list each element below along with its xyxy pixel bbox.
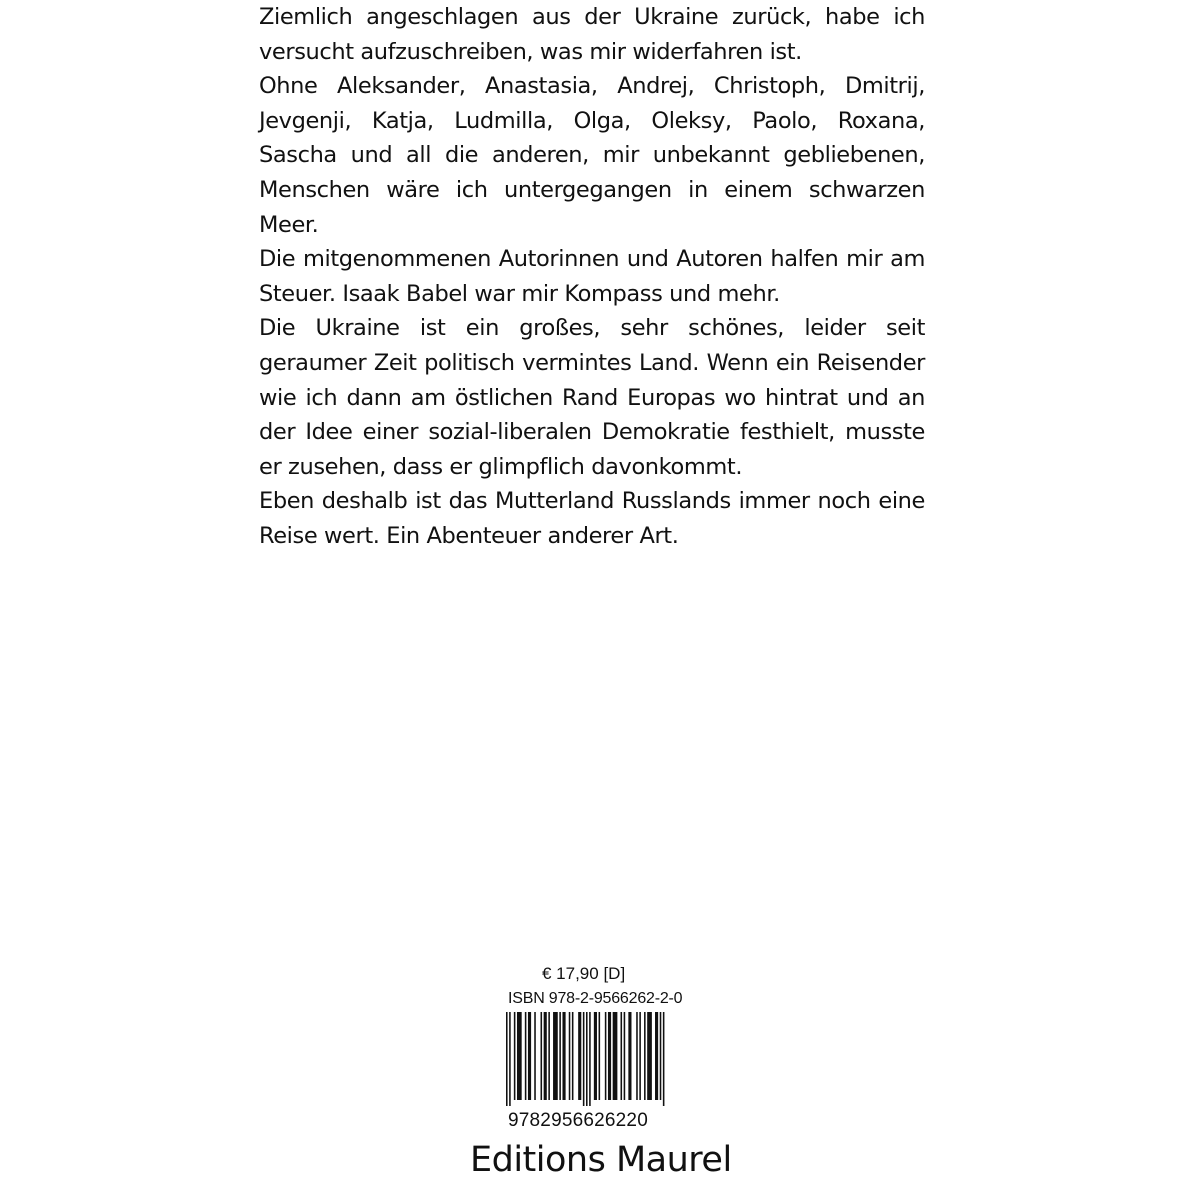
barcode-bar — [562, 1012, 565, 1100]
blurb-paragraph: Eben deshalb ist das Mutterland Russlands immer noch eine Reise wert. Ein Abenteuer anderer Art. — [259, 488, 925, 549]
price-label: € 17,90 [D] — [542, 964, 626, 983]
barcode-bar — [583, 1012, 585, 1106]
barcode-bar — [541, 1012, 543, 1100]
barcode-bar — [605, 1012, 607, 1100]
publisher-name: Editions Maurel — [470, 1140, 732, 1180]
barcode-bar — [548, 1012, 550, 1100]
ean-number: 9782956626220 — [508, 1110, 648, 1131]
barcode — [506, 1012, 666, 1106]
barcode-bar — [644, 1012, 646, 1100]
barcode-bar — [553, 1012, 558, 1100]
barcode-bar — [594, 1012, 597, 1100]
barcode-bar — [613, 1012, 618, 1100]
barcode-bar — [647, 1012, 652, 1100]
barcode-bar — [639, 1012, 641, 1100]
blurb-paragraph: Ziemlich angeschlagen aus der Ukraine zurück, habe ich versucht aufzuschreiben, was mir widerfahren ist. — [259, 4, 925, 65]
barcode-bar — [517, 1012, 522, 1100]
isbn-label: ISBN 978-2-9566262-2-0 — [508, 990, 683, 1007]
barcode-bar — [514, 1012, 516, 1100]
barcode-bar — [544, 1012, 547, 1100]
barcode-bar — [509, 1012, 511, 1106]
barcode-bar — [528, 1012, 531, 1100]
barcode-bar — [599, 1012, 601, 1100]
barcode-bar — [660, 1012, 662, 1100]
blurb-paragraph: Die mitgenommenen Autorinnen und Autoren halfen mir am Steuer. Isaak Babel war mir Kompass und mehr. — [259, 246, 925, 307]
barcode-bar — [608, 1012, 611, 1100]
barcode-bar — [663, 1012, 665, 1106]
barcode-bar — [628, 1012, 631, 1100]
barcode-bar — [506, 1012, 508, 1106]
barcode-bar — [621, 1012, 623, 1100]
barcode-bar — [624, 1012, 626, 1100]
barcode-bar — [578, 1012, 581, 1100]
blurb-paragraph: Ohne Aleksander, Anastasia, Andrej, Christoph, Dmitrij, Jevgenji, Katja, Ludmilla, Olga, Oleksy, Paolo, Roxana, Sascha und all die anderen, mir unbekannt gebliebenen, Menschen wäre ich untergegangen in einem schwarzen Meer. — [259, 73, 925, 238]
barcode-bar — [572, 1012, 574, 1100]
barcode-bar — [655, 1012, 658, 1100]
barcode-bar — [534, 1012, 536, 1100]
back-cover-blurb — [259, 0, 925, 554]
barcode-bar — [559, 1012, 561, 1100]
barcode-bar — [636, 1012, 638, 1100]
barcode-bar — [525, 1012, 527, 1100]
barcode-bar — [586, 1012, 588, 1106]
barcode-bar — [569, 1012, 571, 1100]
blurb-paragraph: Die Ukraine ist ein großes, sehr schönes, leider seit geraumer Zeit politisch vermintes Land. Wenn ein Reisender wie ich dann am östlichen Rand Europas wo hintrat und an der Idee einer sozial-liberalen Demokratie festhielt, musste er zusehen, dass er glimpflich davonkommt. — [259, 315, 925, 480]
barcode-bar — [589, 1012, 591, 1106]
